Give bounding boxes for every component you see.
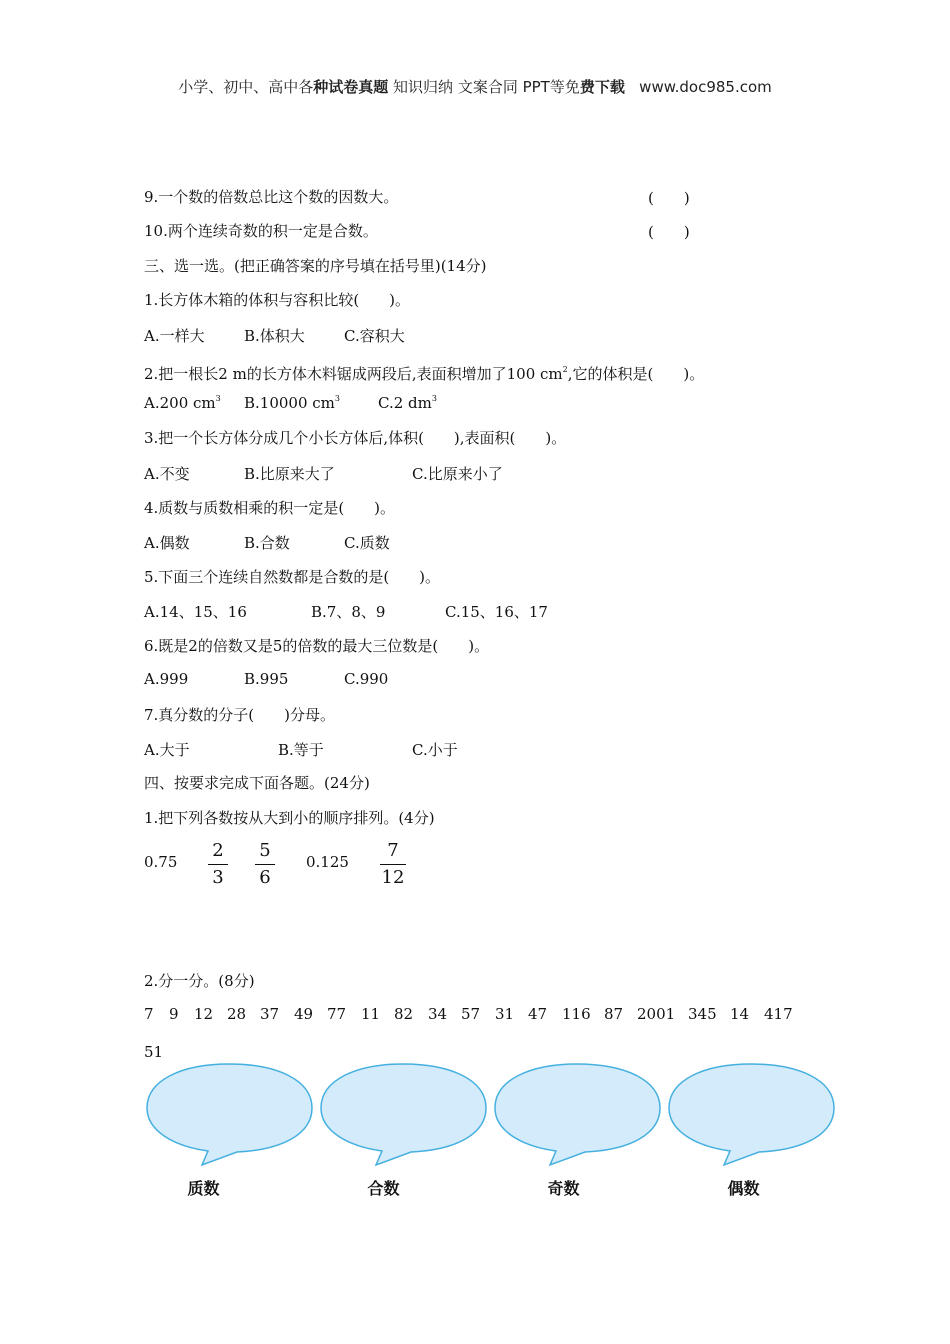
question-text: 2.把一根长2 m的长方体木料锯成两段后,表面积增加了100 cm [144, 365, 563, 383]
label-composite: 合数 [367, 1179, 400, 1198]
option-b[interactable]: B.7、8、9 [311, 603, 386, 621]
fraction [208, 840, 228, 889]
option-a[interactable]: A.14、15、16 [144, 603, 247, 621]
number-item: 47 [528, 1005, 548, 1023]
question-text: ,它的体积是( )。 [567, 365, 705, 383]
number-item: 82 [394, 1005, 414, 1023]
fraction [255, 840, 275, 889]
option-text: B.10000 cm [244, 394, 335, 412]
bubble-odd[interactable] [490, 1060, 665, 1170]
number-item: 116 [562, 1005, 591, 1023]
fraction-bar [208, 864, 228, 865]
number-item: 37 [260, 1005, 280, 1023]
number-item: 417 [764, 1005, 793, 1023]
number-item: 57 [461, 1005, 481, 1023]
superscript: 3 [215, 394, 221, 403]
denominator: 12 [381, 867, 405, 888]
option-c[interactable]: C.质数 [344, 534, 390, 552]
answer-blank[interactable]: ( ) [648, 189, 690, 207]
header-bold-text: 费下载 [579, 78, 625, 96]
number-item: 87 [604, 1005, 624, 1023]
superscript: 3 [334, 394, 340, 403]
number-item: 34 [428, 1005, 448, 1023]
header-text: 小学、初中、高中各 [178, 78, 314, 96]
header-text: 文案合同 PPT等免 [453, 78, 580, 96]
choice-question-2 [144, 360, 704, 384]
number-item: 11 [361, 1005, 381, 1023]
bubble-prime[interactable] [142, 1060, 317, 1170]
number-item: 7 [144, 1005, 154, 1023]
choice-question-5: 5.下面三个连续自然数都是合数的是( )。 [144, 568, 441, 586]
label-odd: 奇数 [547, 1179, 580, 1198]
option-c[interactable]: C.小于 [412, 741, 458, 759]
option-c[interactable]: C.990 [344, 670, 389, 688]
classify-question: 2.分一分。(8分) [144, 972, 255, 990]
judge-question-10: 10.两个连续奇数的积一定是合数。 [144, 222, 378, 240]
ordering-question: 1.把下列各数按从大到小的顺序排列。(4分) [144, 809, 435, 827]
option-text: A.200 cm [144, 394, 216, 412]
decimal-value: 0.75 [144, 853, 178, 871]
fraction-bar [380, 864, 406, 865]
option-b[interactable]: B.体积大 [244, 327, 305, 345]
denominator: 3 [212, 867, 224, 888]
number-item: 2001 [637, 1005, 676, 1023]
option-b[interactable]: B.等于 [278, 741, 324, 759]
answer-blank[interactable]: ( ) [648, 223, 690, 241]
superscript: 2 [562, 365, 568, 374]
option-c[interactable]: C.15、16、17 [445, 603, 548, 621]
denominator: 6 [259, 867, 271, 888]
page-header [0, 76, 950, 97]
superscript: 3 [431, 394, 437, 403]
number-item: 12 [194, 1005, 214, 1023]
option-c[interactable] [378, 394, 437, 412]
option-a[interactable]: A.不变 [144, 465, 190, 483]
number-item: 9 [169, 1005, 179, 1023]
choice-question-6: 6.既是2的倍数又是5的倍数的最大三位数是( )。 [144, 637, 490, 655]
number-item: 28 [227, 1005, 247, 1023]
option-a[interactable]: A.大于 [144, 741, 190, 759]
option-b[interactable]: B.合数 [244, 534, 290, 552]
numerator: 2 [212, 840, 224, 861]
option-a[interactable]: A.999 [144, 670, 189, 688]
decimal-value: 0.125 [306, 853, 349, 871]
option-a[interactable] [144, 394, 221, 412]
choice-question-7: 7.真分数的分子( )分母。 [144, 706, 336, 724]
option-b[interactable]: B.比原来大了 [244, 465, 335, 483]
option-c[interactable]: C.比原来小了 [412, 465, 503, 483]
option-b[interactable]: B.995 [244, 670, 289, 688]
fraction-bar [255, 864, 275, 865]
label-prime: 质数 [187, 1179, 220, 1198]
number-item: 14 [730, 1005, 750, 1023]
number-item: 31 [495, 1005, 515, 1023]
label-even: 偶数 [727, 1179, 760, 1198]
option-a[interactable]: A.偶数 [144, 534, 190, 552]
number-item: 49 [294, 1005, 314, 1023]
section-4-title: 四、按要求完成下面各题。(24分) [144, 774, 370, 792]
number-item: 77 [327, 1005, 347, 1023]
choice-question-1: 1.长方体木箱的体积与容积比较( )。 [144, 291, 411, 309]
number-item: 345 [688, 1005, 717, 1023]
bubble-even[interactable] [664, 1060, 839, 1170]
choice-question-3: 3.把一个长方体分成几个小长方体后,体积( ),表面积( )。 [144, 429, 567, 447]
option-a[interactable]: A.一样大 [144, 327, 205, 345]
option-text: C.2 dm [378, 394, 432, 412]
bubble-composite[interactable] [316, 1060, 491, 1170]
header-url[interactable]: www.doc985.com [639, 78, 772, 96]
fraction [380, 840, 406, 889]
choice-question-4: 4.质数与质数相乘的积一定是( )。 [144, 499, 396, 517]
section-3-title: 三、选一选。(把正确答案的序号填在括号里)(14分) [144, 257, 487, 275]
numerator: 7 [387, 840, 399, 861]
number-item: 51 [144, 1043, 164, 1061]
header-text: 知识归纳 [388, 78, 454, 96]
header-bold-text: 种试卷真题 [313, 78, 389, 96]
numerator: 5 [259, 840, 271, 861]
option-c[interactable]: C.容积大 [344, 327, 405, 345]
option-b[interactable] [244, 394, 340, 412]
judge-question-9: 9.一个数的倍数总比这个数的因数大。 [144, 188, 399, 206]
